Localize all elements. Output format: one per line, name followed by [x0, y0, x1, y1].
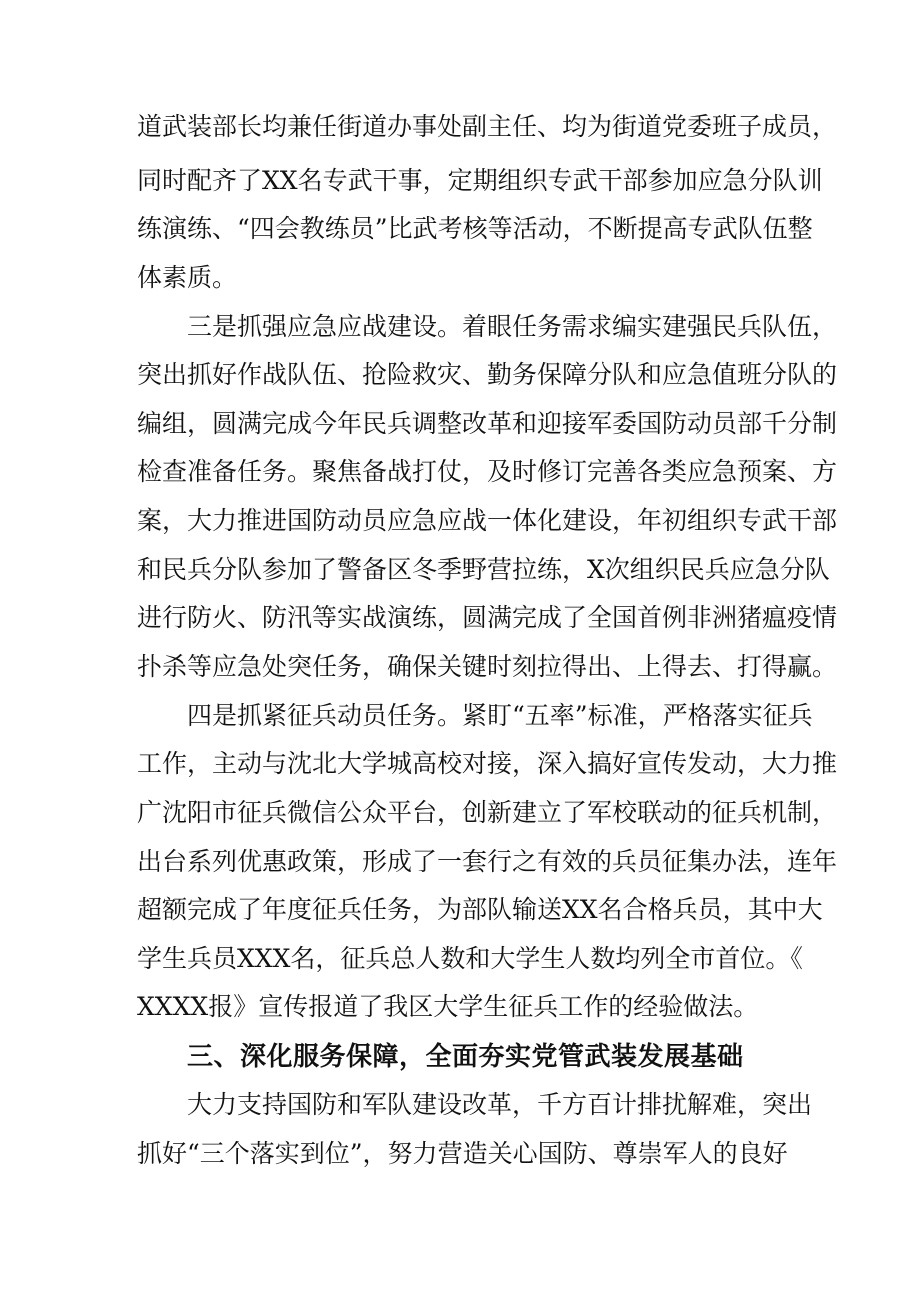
paragraph-line: 四是抓紧征兵动员任务。紧盯“五率”标准，严格落实征兵: [187, 701, 813, 730]
paragraph-line: 大力支持国防和军队建设改革，千方百计排扰解难，突出: [187, 1090, 813, 1119]
paragraph-line: 超额完成了年度征兵任务，为部队输送XX名合格兵员，其中大: [137, 895, 823, 924]
paragraph-line: 三是抓强应急应战建设。着眼任务需求编实建强民兵队伍，: [187, 312, 838, 341]
paragraph-line: 检查准备任务。聚焦备战打仗，及时修订完善各类应急预案、方: [137, 457, 838, 486]
paragraph-line: 编组，圆满完成今年民兵调整改革和迎接军委国防动员部千分制: [137, 409, 838, 438]
paragraph-line: 出台系列优惠政策，形成了一套行之有效的兵员征集办法，连年: [137, 847, 838, 876]
paragraph-line: 学生兵员XXX名，征兵总人数和大学生人数均列全市首位。《: [137, 944, 803, 973]
paragraph-line: 抓好“三个落实到位”，努力营造关心国防、尊崇军人的良好: [137, 1139, 788, 1168]
paragraph-line: 练演练、“四会教练员”比武考核等活动，不断提高专武队伍整: [137, 214, 813, 243]
paragraph-line: 广沈阳市征兵微信公众平台，创新建立了军校联动的征兵机制，: [137, 798, 838, 827]
paragraph-line: 突出抓好作战队伍、抢险救灾、勤务保障分队和应急值班分队的: [137, 360, 838, 389]
paragraph-line: 进行防火、防汛等实战演练，圆满完成了全国首例非洲猪瘟疫情: [137, 603, 838, 632]
paragraph-line: XXXX报》宣传报道了我区大学生征兵工作的经验做法。: [137, 992, 759, 1021]
paragraph-line: 道武装部长均兼任街道办事处副主任、均为街道党委班子成员，: [137, 112, 838, 141]
paragraph-line: 案，大力推进国防动员应急应战一体化建设，年初组织专武干部: [137, 506, 838, 535]
paragraph-line: 工作，主动与沈北大学城高校对接，深入搞好宣传发动，大力推: [137, 749, 838, 778]
paragraph-line: 同时配齐了XX名专武干事，定期组织专武干部参加应急分队训: [137, 166, 823, 195]
paragraph-line: 扑杀等应急处突任务，确保关键时刻拉得出、上得去、打得赢。: [137, 652, 838, 681]
paragraph-line: 和民兵分队参加了警备区冬季野营拉练，X次组织民兵应急分队: [137, 555, 830, 584]
paragraph-line: 体素质。: [137, 263, 238, 292]
section-heading: 三、深化服务保障，全面夯实党管武装发展基础: [187, 1042, 744, 1072]
